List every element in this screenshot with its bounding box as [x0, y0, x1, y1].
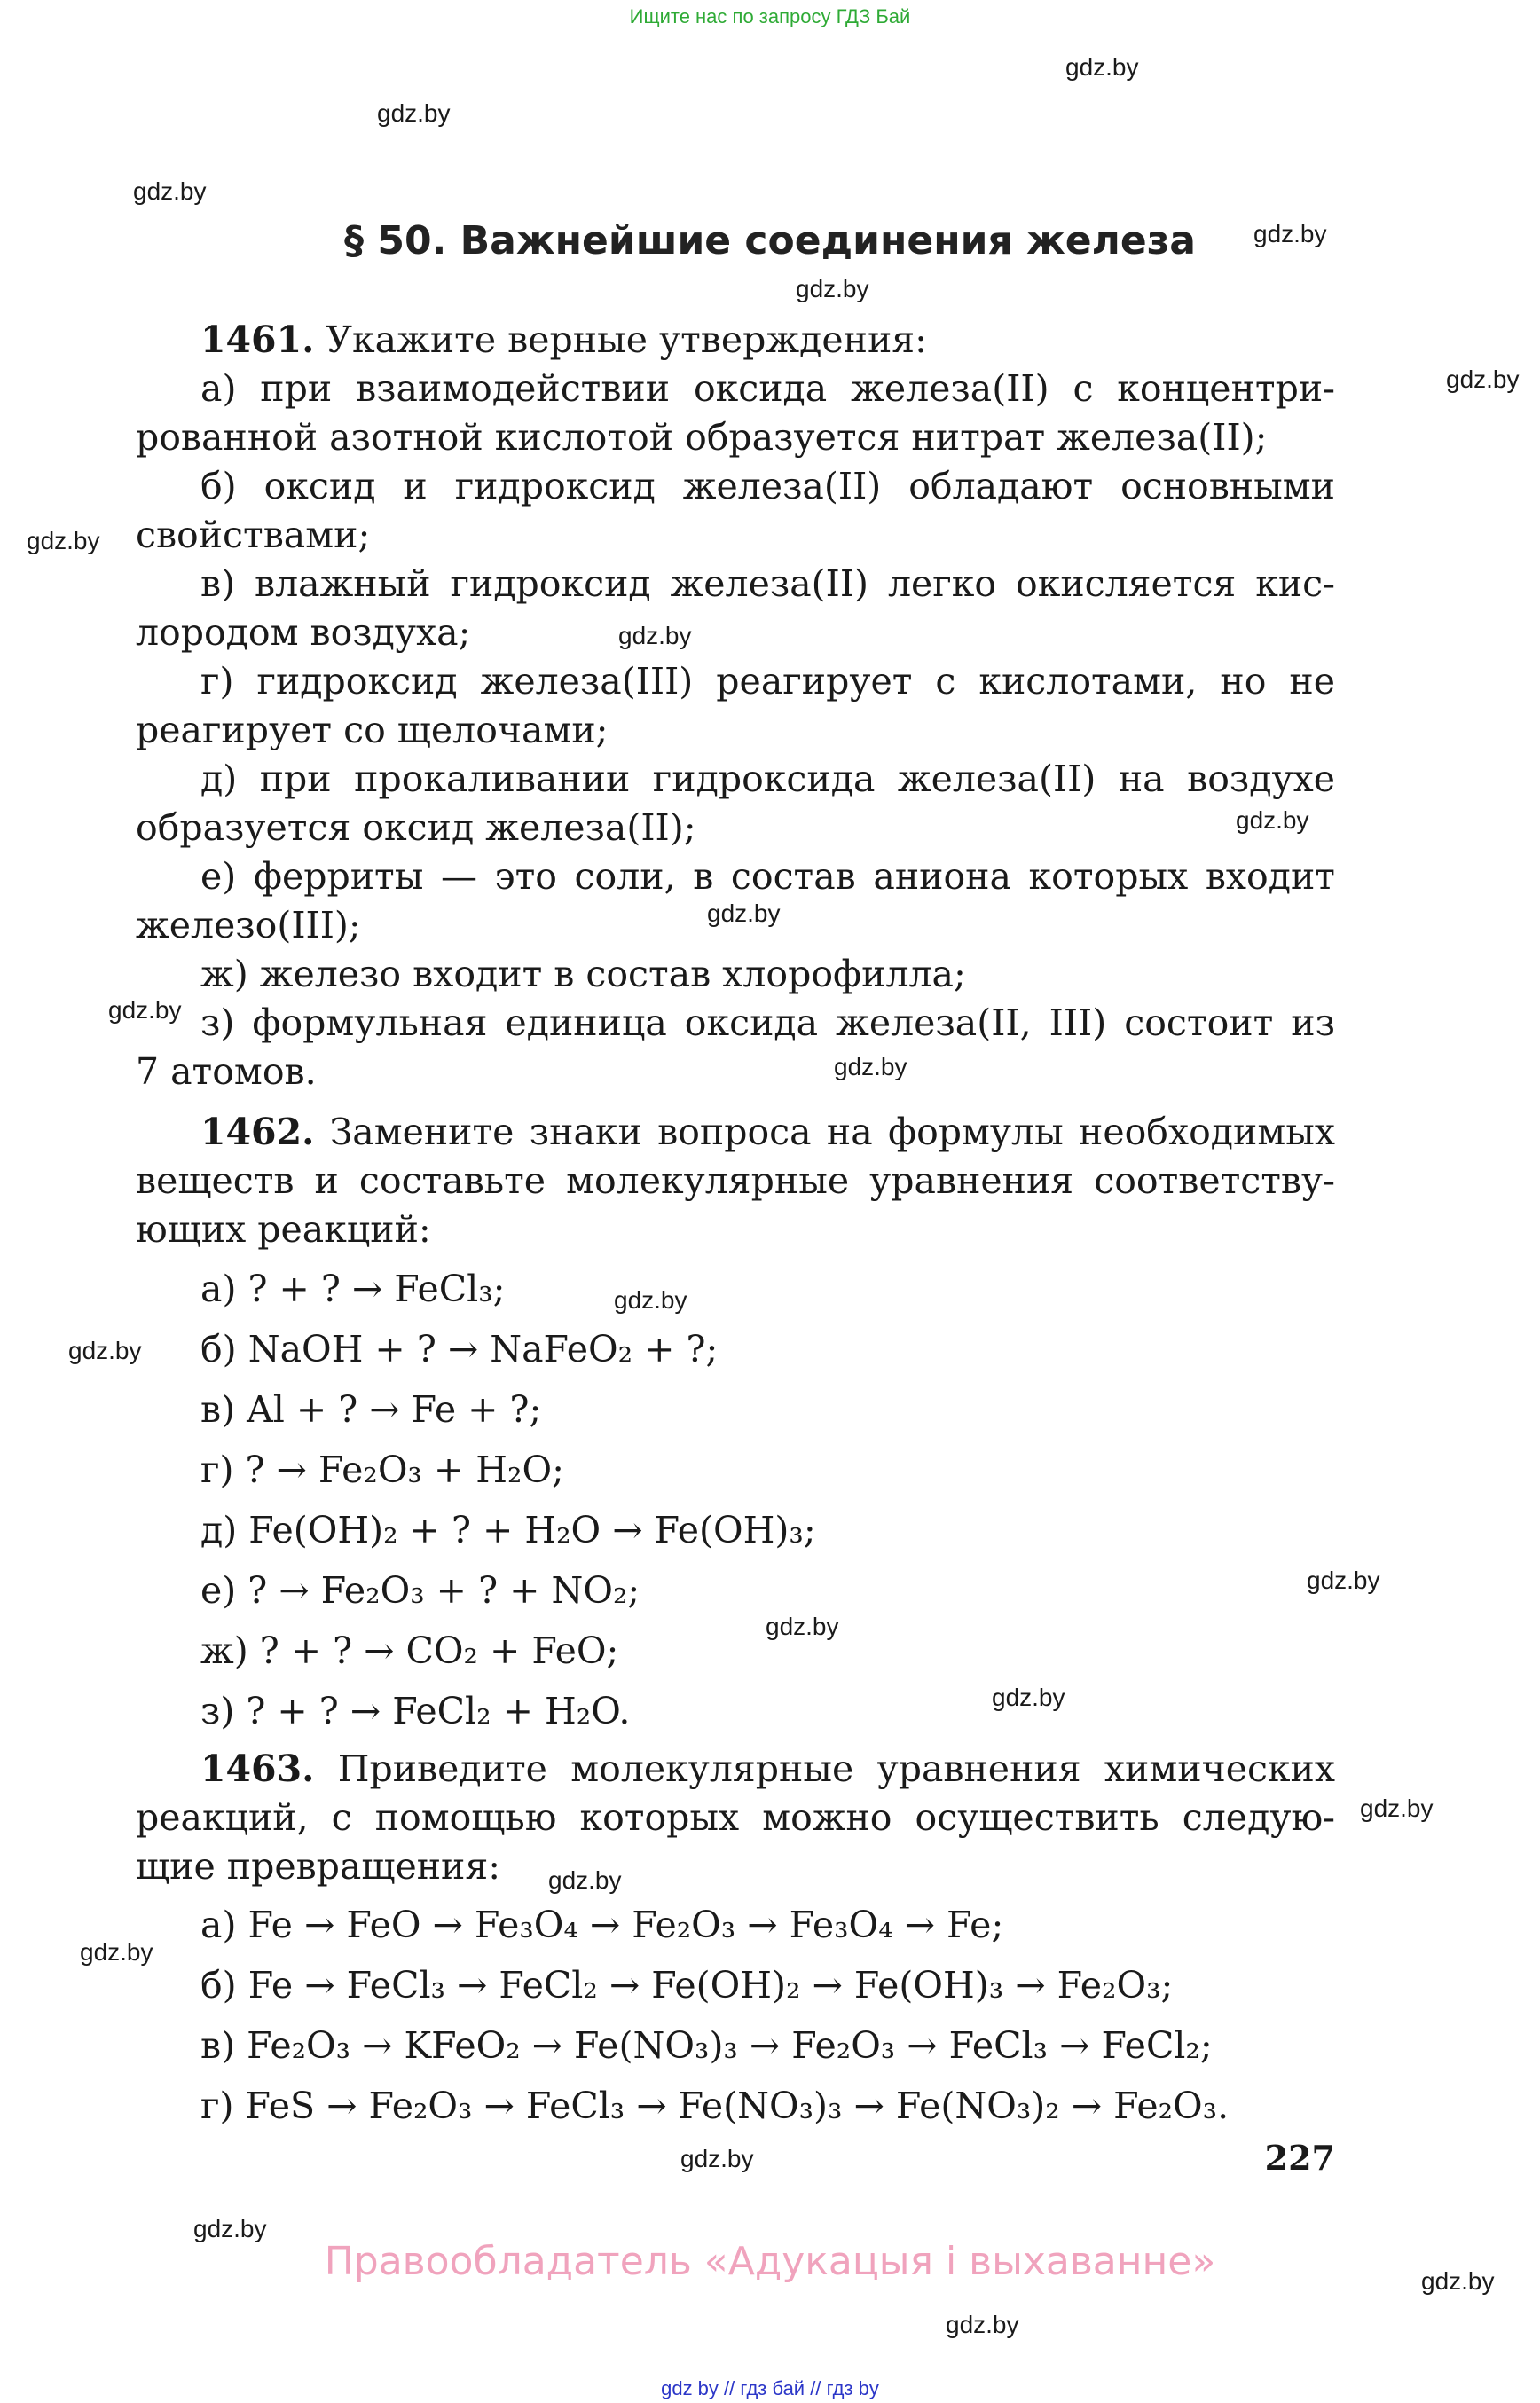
text-line: реакций, с помощью которых можно осуществить следую- — [136, 1796, 1335, 1839]
task-intro: Замените знаки вопроса на формулы необходимых — [314, 1111, 1335, 1153]
equation: а) ? + ? → FeCl₃; — [200, 1268, 506, 1310]
task-1461-heading — [200, 315, 1335, 365]
text-line: в) влажный гидроксид железа(II) легко окисляется кис- — [200, 562, 1335, 605]
task-intro: Приведите молекулярные уравнения химических — [314, 1747, 1335, 1790]
watermark: gdz.by — [1253, 220, 1327, 247]
text-line: з) формульная единица оксида железа(II, III) состоит из — [200, 1001, 1335, 1044]
text-line: свойствами; — [136, 514, 371, 556]
text-line: а) при взаимодействии оксида железа(II) с концентри- — [200, 367, 1335, 410]
watermark: gdz.by — [108, 996, 182, 1024]
watermark: gdz.by — [1421, 2267, 1495, 2295]
text-line: д) при прокаливании гидроксида железа(II) на воздухе — [200, 758, 1335, 800]
transformation-chain: а) Fe → FeO → Fe₃O₄ → Fe₂O₃ → Fe₃O₄ → Fe; — [200, 1904, 1004, 1946]
footer-link[interactable]: гдз by — [826, 2377, 879, 2399]
page-title: § 50. Важнейшие соединения железа — [344, 218, 1196, 263]
watermark: gdz.by — [834, 1053, 908, 1080]
text-line: лородом воздуха; — [136, 611, 471, 654]
text-line: щие превращения: — [136, 1845, 501, 1888]
watermark: gdz.by — [133, 177, 207, 205]
task-number: 1461. — [200, 318, 315, 361]
footer-separator: // — [810, 2377, 821, 2399]
watermark: gdz.by — [27, 527, 100, 554]
watermark: gdz.by — [1236, 806, 1309, 834]
footer-separator: // — [724, 2377, 735, 2399]
watermark: gdz.by — [80, 1938, 153, 1966]
task-number: 1462. — [200, 1111, 315, 1153]
watermark: gdz.by — [1446, 365, 1520, 393]
footer-link[interactable]: гдз бай — [740, 2377, 805, 2399]
equation: з) ? + ? → FeCl₂ + H₂O. — [200, 1690, 631, 1732]
text-line: е) ферриты — это соли, в состав аниона которых входит — [200, 855, 1335, 898]
equation: д) Fe(OH)₂ + ? + H₂O → Fe(OH)₃; — [200, 1509, 816, 1551]
watermark: gdz.by — [946, 2311, 1019, 2338]
equation: б) NaOH + ? → NaFeO₂ + ?; — [200, 1328, 719, 1370]
transformation-chain: б) Fe → FeCl₃ → FeCl₂ → Fe(OH)₂ → Fe(OH)₃ → Fe₂O₃; — [200, 1964, 1174, 2006]
watermark: gdz.by — [193, 2215, 267, 2242]
text-line: веществ и составьте молекулярные уравнения соответству- — [136, 1159, 1335, 1202]
watermark: gdz.by — [766, 1613, 839, 1640]
watermark: gdz.by — [796, 275, 869, 302]
text-line: ж) железо входит в состав хлорофилла; — [200, 953, 966, 995]
text-line: ющих реакций: — [136, 1208, 431, 1251]
watermark: gdz.by — [1065, 53, 1139, 81]
equation: в) Al + ? → Fe + ?; — [200, 1388, 542, 1431]
task-1463-heading — [200, 1744, 1335, 1794]
watermark: gdz.by — [548, 1866, 622, 1894]
watermark: gdz.by — [992, 1684, 1065, 1711]
text-line: образуется оксид железа(II); — [136, 806, 696, 849]
copyright-holder: Правообладатель «Адукацыя і выхаванне» — [324, 2239, 1216, 2284]
equation: г) ? → Fe₂O₃ + H₂O; — [200, 1449, 564, 1491]
transformation-chain: г) FeS → Fe₂O₃ → FeCl₃ → Fe(NO₃)₃ → Fe(NO₃)₂ → Fe₂O₃. — [200, 2085, 1230, 2127]
task-1462-heading — [200, 1107, 1335, 1157]
page-number: 227 — [1264, 2138, 1335, 2178]
task-intro: Укажите верные утверждения: — [314, 318, 927, 361]
footer-link[interactable]: gdz by — [661, 2377, 719, 2399]
text-line: рованной азотной кислотой образуется нитрат железа(II); — [136, 416, 1268, 459]
footer-links — [0, 2377, 1540, 2400]
watermark: gdz.by — [68, 1337, 142, 1364]
watermark: gdz.by — [707, 899, 781, 927]
watermark: gdz.by — [614, 1286, 688, 1314]
text-line: 7 атомов. — [136, 1050, 317, 1093]
equation: ж) ? + ? → CO₂ + FeO; — [200, 1629, 619, 1672]
text-line: железо(III); — [136, 904, 361, 946]
equation: е) ? → Fe₂O₃ + ? + NO₂; — [200, 1569, 640, 1612]
watermark: gdz.by — [377, 99, 451, 127]
text-line: г) гидроксид железа(III) реагирует с кислотами, но не — [200, 660, 1335, 703]
watermark: gdz.by — [1307, 1567, 1380, 1594]
watermark: gdz.by — [680, 2145, 754, 2172]
text-line: б) оксид и гидроксид железа(II) обладают основными — [200, 465, 1335, 507]
transformation-chain: в) Fe₂O₃ → KFeO₂ → Fe(NO₃)₃ → Fe₂O₃ → FeCl₃ → FeCl₂; — [200, 2024, 1213, 2067]
task-number: 1463. — [200, 1747, 315, 1790]
watermark: gdz.by — [1360, 1794, 1434, 1822]
text-line: реагирует со щелочами; — [136, 709, 609, 751]
watermark: gdz.by — [618, 622, 692, 649]
header-link[interactable]: Ищите нас по запросу ГДЗ Бай — [629, 5, 911, 27]
